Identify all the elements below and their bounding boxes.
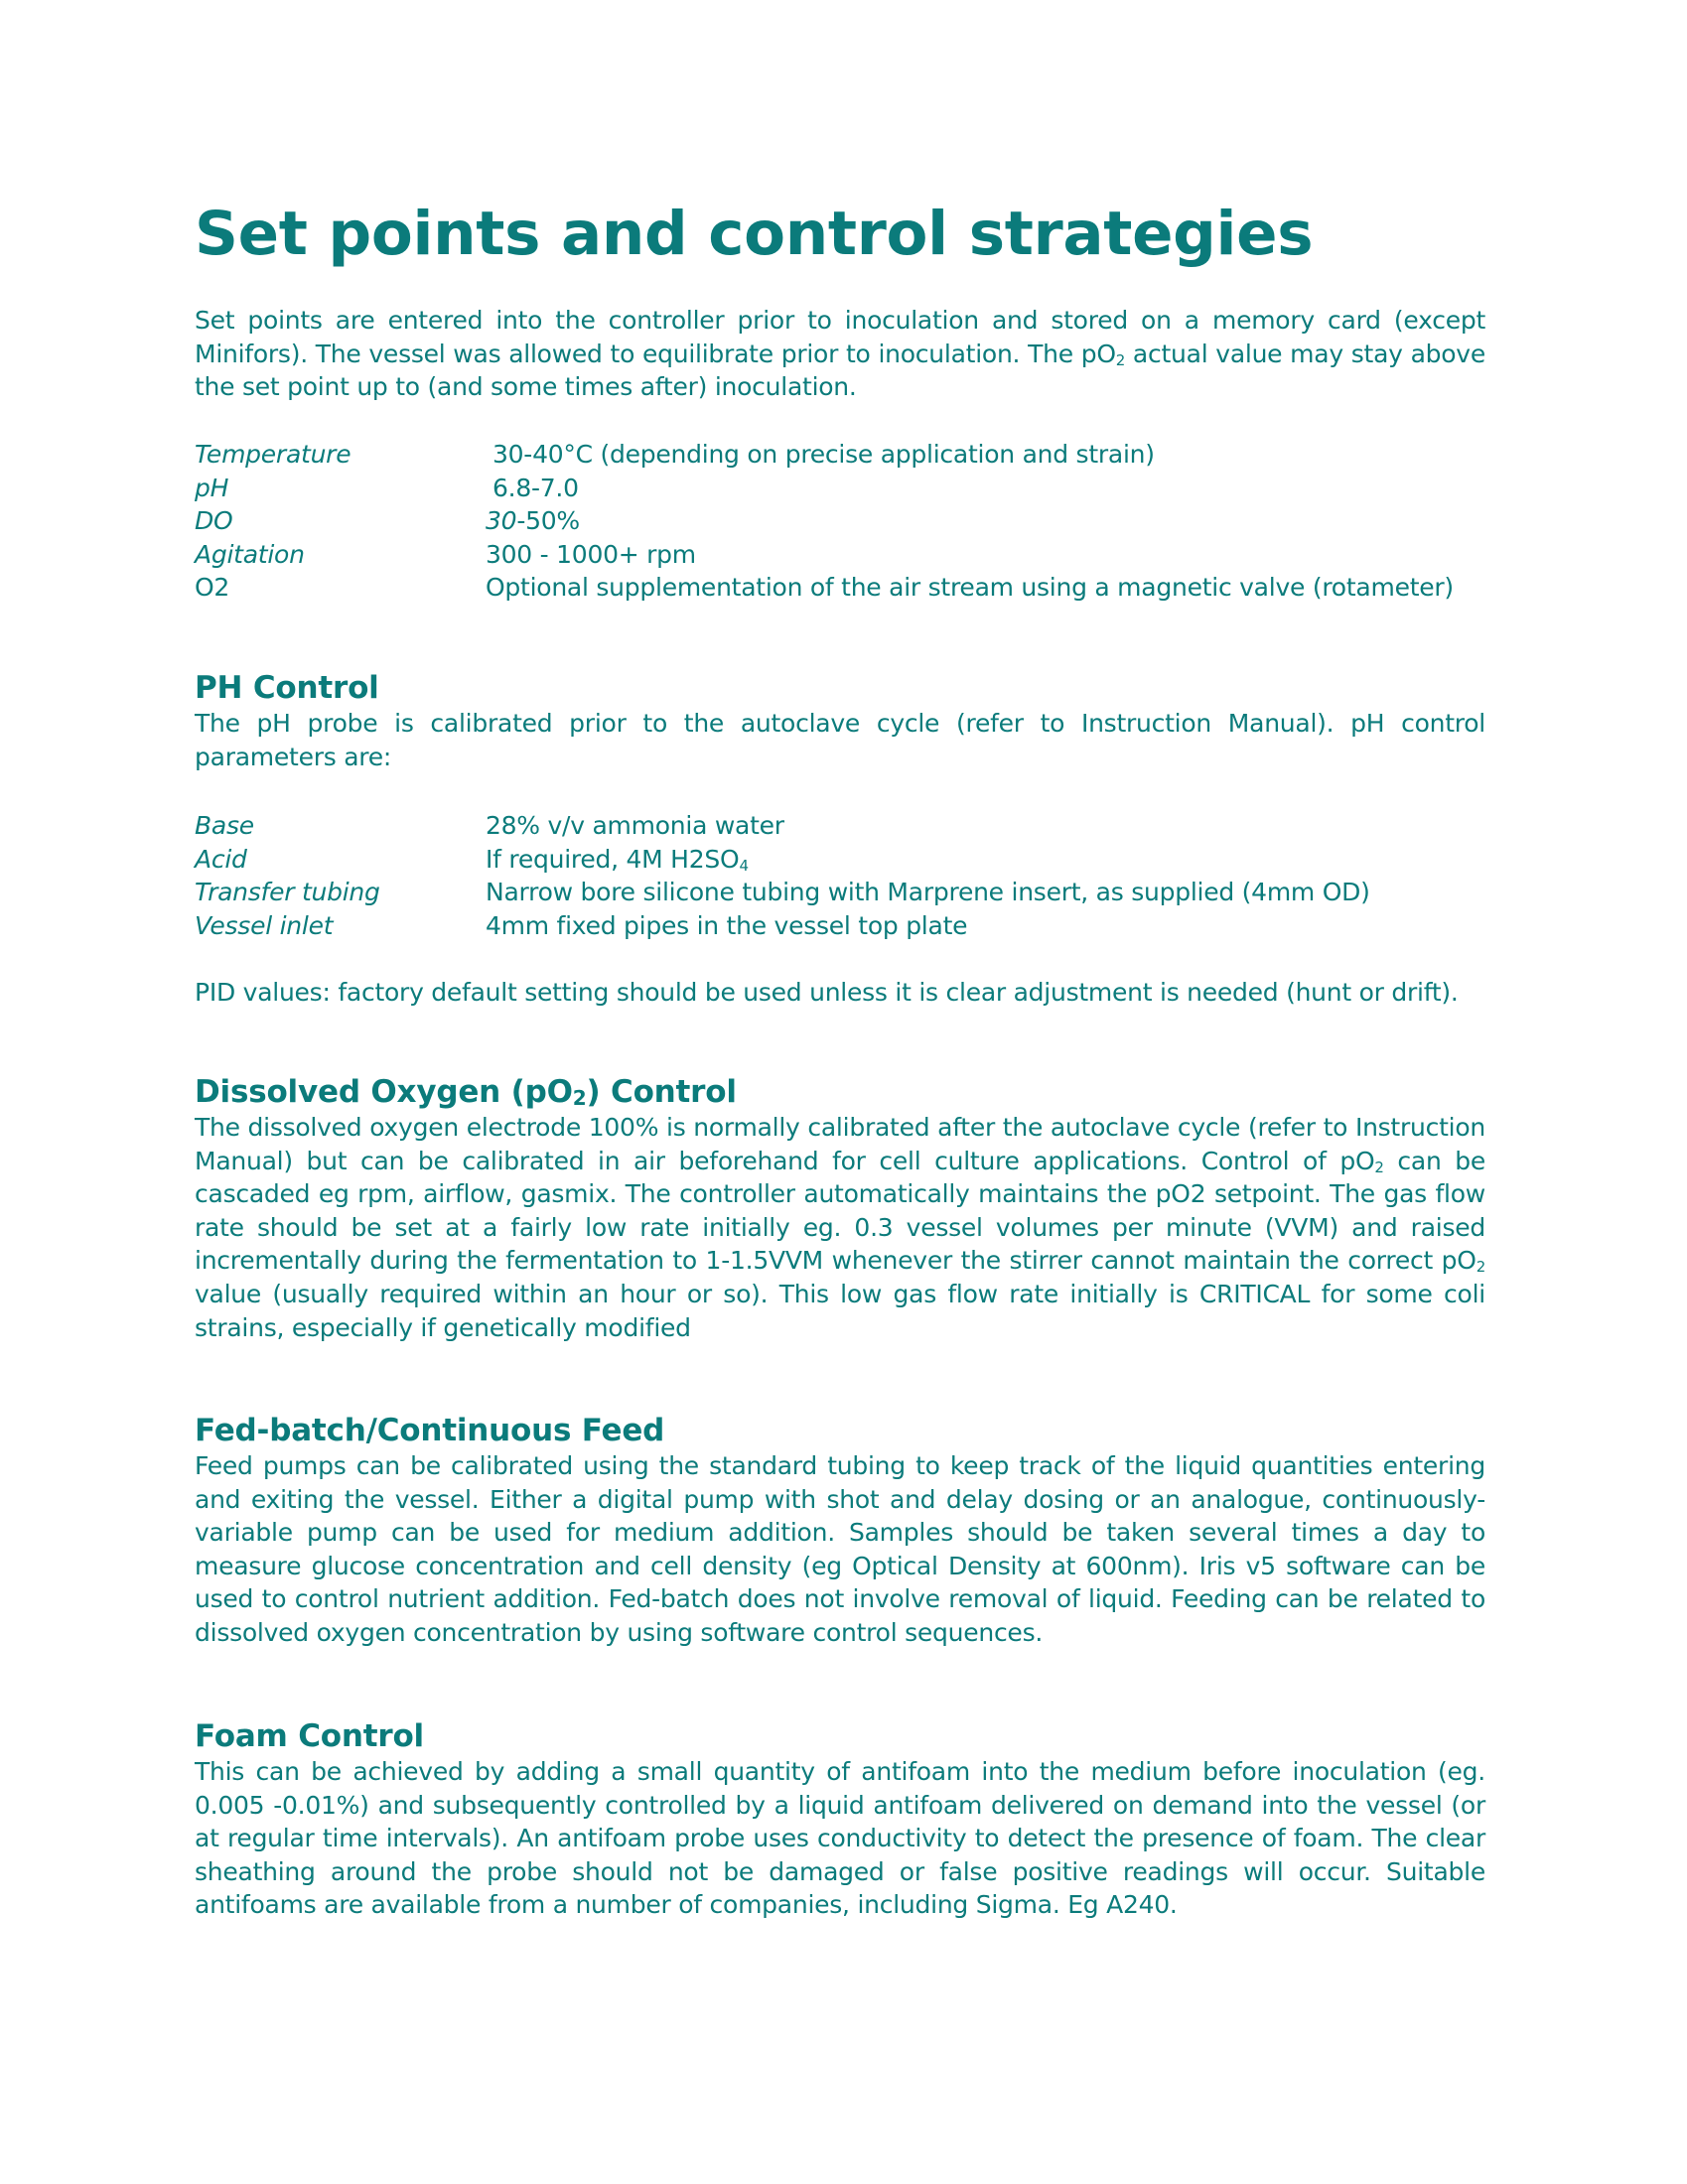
ph-param-label: Vessel inlet — [195, 910, 334, 940]
pid-note — [195, 976, 1485, 1010]
ph-param-row-base — [195, 809, 1485, 843]
setpoint-label: DO — [195, 506, 233, 536]
do-control-paragraph — [195, 1111, 1485, 1344]
ph-param-value: Narrow bore silicone tubing with Marprene insert, as supplied (4mm OD) — [486, 878, 1370, 907]
setpoint-row-do — [195, 504, 1485, 538]
intro-section — [195, 304, 1485, 404]
do-heading-text-2: ) Control — [586, 1074, 737, 1110]
setpoint-value: 6.8-7.0 — [492, 473, 579, 502]
intro-subscript: 2 — [1115, 350, 1126, 369]
do-subscript-1: 2 — [1374, 1158, 1384, 1176]
ph-control-heading: PH Control — [195, 670, 379, 706]
ph-param-value-text: If required, 4M H2SO — [486, 844, 740, 874]
do-text-3: value (usually required within an hour or so). This low gas flow rate initially is CRITICAL for some coli strains, especially if genetically modified — [195, 1279, 1485, 1342]
intro-text-1: Set points are entered into the controller prior to inoculation and stored on a memory card (except Minifors). The vessel was allowed to equilibrate prior to inoculation. The pO — [195, 306, 1485, 368]
ph-params-table — [195, 809, 1485, 942]
foam-control-section — [195, 1717, 1485, 1922]
do-text-2: can be cascaded eg rpm, airflow, gasmix. The controller automatically maintains the pO2 setpoint. The gas flow rate should be set at a fairly low rate initially eg. 0.3 vessel volumes per minute (VVM) and raised incrementally during the fermentation to 1-1.5VVM whenever the stirrer cannot maintain the correct pO — [195, 1146, 1485, 1276]
setpoint-row-agitation — [195, 538, 1485, 572]
do-heading-subscript: 2 — [572, 1086, 587, 1110]
ph-param-value: 28% v/v ammonia water — [486, 811, 784, 840]
fed-batch-section — [195, 1412, 1485, 1650]
ph-param-value — [486, 843, 749, 877]
intro-text-2: actual value may stay above the set point up to (and some times after) inoculation. — [195, 339, 1485, 402]
ph-param-label: Acid — [195, 844, 247, 874]
ph-control-section — [195, 669, 1485, 773]
ph-param-label: Base — [195, 811, 254, 840]
ph-param-value: 4mm fixed pipes in the vessel top plate — [486, 910, 968, 940]
pid-paragraph: PID values: factory default setting should be used unless it is clear adjustment is needed (hunt or drift). — [195, 978, 1459, 1007]
foam-control-paragraph: This can be achieved by adding a small quantity of antifoam into the medium before inoculation (eg. 0.005 -0.01%) and subsequently controlled by a liquid antifoam delivered on demand into the vessel (or at regular time intervals). An antifoam probe uses conductivity to detect the presence of foam. The clear sheathing around the probe should not be damaged or false positive readings will occur. Suitable antifoams are available from a number of companies, including Sigma. Eg A240. — [195, 1757, 1485, 1920]
intro-paragraph — [195, 304, 1485, 404]
setpoint-value: 30-40°C (depending on precise application and strain) — [492, 440, 1155, 469]
do-heading-text-1: Dissolved Oxygen (pO — [195, 1074, 573, 1110]
setpoint-row-temperature — [195, 438, 1485, 472]
setpoint-row-o2 — [195, 571, 1485, 605]
setpoint-label: O2 — [195, 573, 230, 603]
fed-batch-heading: Fed-batch/Continuous Feed — [195, 1413, 665, 1448]
setpoint-value: Optional supplementation of the air stream using a magnetic valve (rotameter) — [486, 573, 1454, 603]
ph-param-label: Transfer tubing — [195, 878, 380, 907]
ph-param-row-transfer-tubing — [195, 876, 1485, 909]
ph-param-row-vessel-inlet — [195, 909, 1485, 943]
ph-param-row-acid — [195, 843, 1485, 877]
ph-control-paragraph: The pH probe is calibrated prior to the autoclave cycle (refer to Instruction Manual). pH control parameters are: — [195, 709, 1485, 771]
page-title: Set points and control strategies — [195, 199, 1314, 269]
foam-control-heading: Foam Control — [195, 1718, 424, 1754]
do-subscript-2: 2 — [1476, 1258, 1485, 1277]
setpoint-label: Agitation — [195, 539, 305, 569]
do-control-section — [195, 1073, 1485, 1344]
setpoint-row-ph — [195, 472, 1485, 505]
setpoint-label: Temperature — [195, 440, 351, 469]
setpoint-value — [486, 504, 580, 538]
do-control-heading — [195, 1073, 1485, 1111]
fed-batch-paragraph: Feed pumps can be calibrated using the standard tubing to keep track of the liquid quantities entering and exiting the vessel. Either a digital pump with shot and delay dosing or an analogue, continuously-variable pump can be used for medium addition. Samples should be taken several times a day to measure glucose concentration and cell density (eg Optical Density at 600nm). Iris v5 software can be used to control nutrient addition. Fed-batch does not involve removal of liquid. Feeding can be related to dissolved oxygen concentration by using software control sequences. — [195, 1451, 1485, 1647]
setpoint-value-italic: 30 — [486, 506, 517, 536]
do-text-1: The dissolved oxygen electrode 100% is normally calibrated after the autoclave cycle (refer to Instruction Manual) but can be calibrated in air beforehand for cell culture applications. Control of pO — [195, 1113, 1485, 1175]
setpoints-table — [195, 438, 1485, 605]
ph-param-subscript: 4 — [739, 856, 749, 875]
setpoint-value-rest: -50% — [516, 506, 580, 536]
setpoint-value: 300 - 1000+ rpm — [486, 539, 696, 569]
setpoint-label: pH — [195, 473, 229, 502]
